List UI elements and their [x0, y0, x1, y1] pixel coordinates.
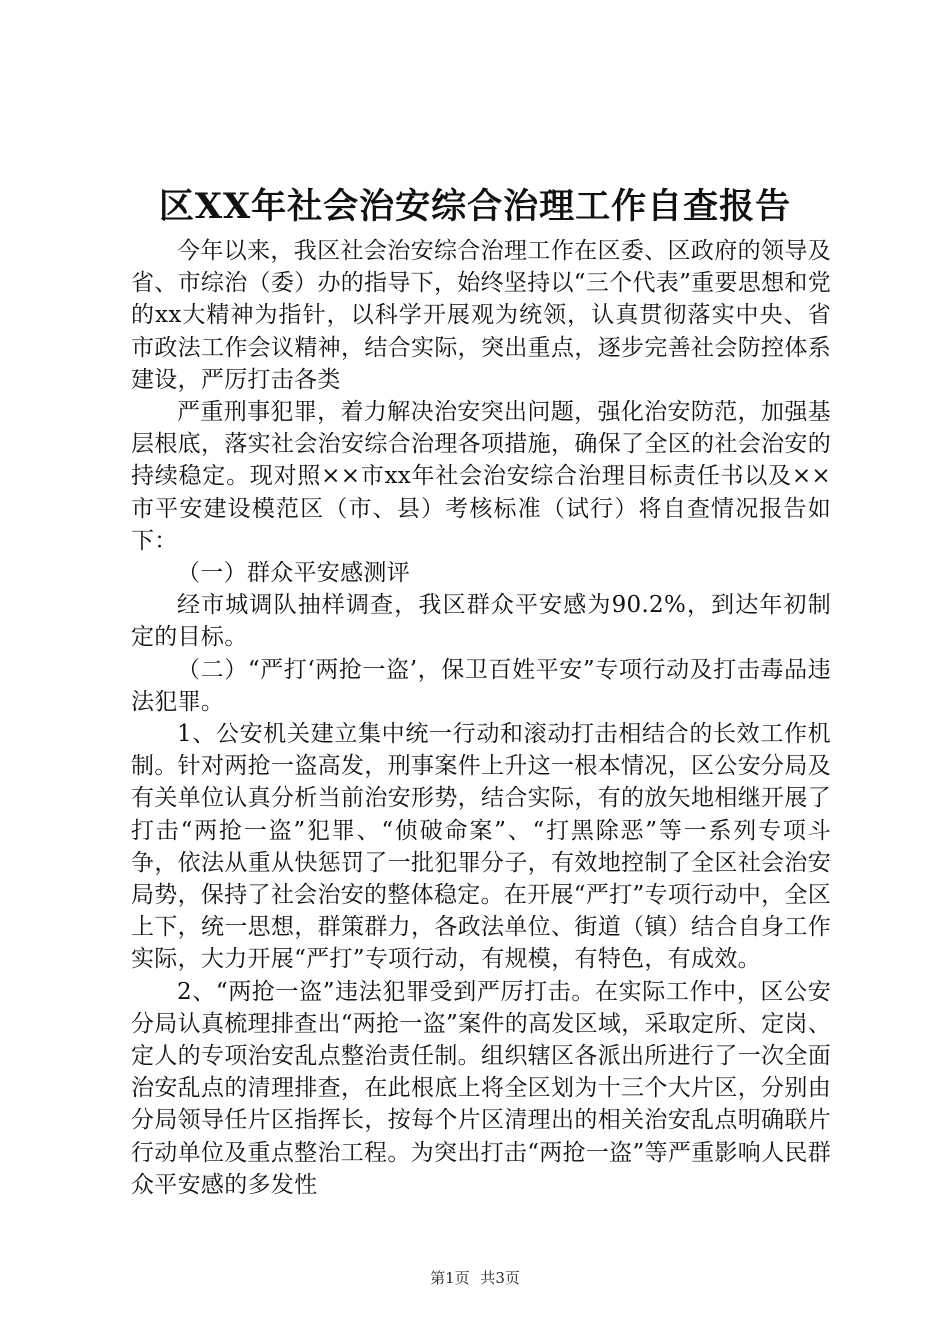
paragraph-survey: 经市城调队抽样调查，我区群众平安感为90.2%，到达年初制定的目标。 — [131, 592, 831, 651]
document-body — [131, 235, 831, 1201]
section-heading-2: （二）“严打‘两抢一盗’，保卫百姓平安”专项行动及打击毒品违法犯罪。 — [131, 656, 831, 715]
paragraph-intro: 今年以来，我区社会治安综合治理工作在区委、区政府的领导及省、市综治（委）办的指导下，始终坚持以“三个代表”重要思想和党的xx大精神为指针，以科学开展观为统领，认真贯彻落实中央、省市政法工作会议精神，结合实际，突出重点，逐步完善社会防控体系建设，严厉打击各类 — [131, 238, 831, 393]
document-title: 区XX年社会治安综合治理工作自查报告 — [158, 186, 792, 227]
paragraph-intro-continued: 严重刑事犯罪，着力解决治安突出问题，强化治安防范，加强基层根底，落实社会治安综合治理各项措施，确保了全区的社会治安的持续稳定。现对照××市xx年社会治安综合治理目标责任书以及××市平安建设模范区（市、县）考核标准（试行）将自查情况报告如下： — [131, 399, 831, 554]
paragraph-item-1: 1、公安机关建立集中统一行动和滚动打击相结合的长效工作机制。针对两抢一盗高发，刑事案件上升这一根本情况，区公安分局及有关单位认真分析当前治安形势，结合实际，有的放矢地相继开展了打击“两抢一盗”犯罪、“侦破命案”、“打黑除恶”等一系列专项斗争，依法从重从快惩罚了一批犯罪分子，有效地控制了全区社会治安局势，保持了社会治安的整体稳定。在开展“严打”专项行动中，全区上下，统一思想，群策群力，各政法单位、街道（镇）结合自身工作实际，大力开展“严打”专项行动，有规模，有特色，有成效。 — [131, 721, 831, 973]
page-footer — [0, 1268, 950, 1288]
page-number: 第1页 — [430, 1269, 470, 1287]
section-heading-1: （一）群众平安感测评 — [177, 560, 410, 587]
page-total: 共3页 — [480, 1269, 520, 1287]
paragraph-item-2: 2、“两抢一盗”违法犯罪受到严厉打击。在实际工作中，区公安分局认真梳理排查出“两抢一盗”案件的高发区域，采取定所、定岗、定人的专项治安乱点整治责任制。组织辖区各派出所进行了一次全面治安乱点的清理排查，在此根底上将全区划为十三个大片区，分别由分局领导任片区指挥长，按每个片区清理出的相关治安乱点明确联片行动单位及重点整治工程。为突出打击“两抢一盗”等严重影响人民群众平安感的多发性 — [131, 978, 831, 1198]
